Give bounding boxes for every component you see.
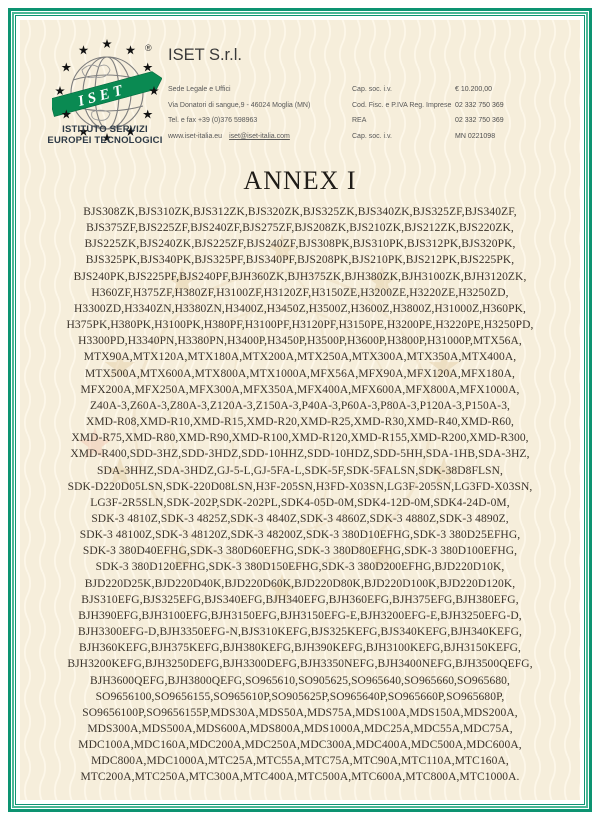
annex-line: BJS310EFG,BJS325EFG,BJS340EFG,BJH340EFG,BJH360EFG,BJH375EFG,BJH380EFG, [81, 593, 519, 606]
email-link[interactable]: iset@iset-italia.com [229, 132, 290, 140]
annex-line: H3300PD,H3340PN,H3380PN,H3400P,H3450P,H3500P,H3600P,H3800P,H31000P,MTX56A, [78, 335, 522, 348]
annex-code-list [56, 204, 544, 786]
svg-text:ISET: ISET [76, 81, 129, 110]
annex-line: MDC100A,MDC160A,MDC200A,MDC250A,MDC300A,MDC400A,MDC500A,MDC600A, [78, 739, 522, 752]
iset-banner [52, 70, 162, 117]
annex-line: MFX200A,MFX250A,MFX300A,MFX350A,MFX400A,MFX600A,MFX800A,MFX1000A, [80, 383, 520, 396]
registry-row [352, 129, 557, 145]
org-name-line1: ISTITUTO SERVIZI [62, 124, 148, 135]
company-contact [168, 82, 354, 144]
annex-line: XMD-R400,SDD-3HZ,SDD-3HDZ,SDD-10HHZ,SDD-10HDZ,SDD-5HH,SDA-1HB,SDA-3HZ, [70, 448, 530, 461]
annex-line: BJH3600QEFG,BJH3800QEFG,SO965610,SO905625,SO965640,SO965660,SO965680, [90, 674, 510, 687]
annex-line: LG3F-2R5SLN,SDK-202P,SDK-202PL,SDK4-05D-0M,SDK4-12D-0M,SDK4-24D-0M, [90, 496, 510, 509]
annex-title: ANNEX I [243, 166, 357, 195]
address-line: Via Donatori di sangue,9 - 46024 Moglia (MN) [168, 101, 311, 109]
annex-line: BJS375ZF,BJS225ZF,BJS240ZF,BJS275ZF,BJS208ZK,BJS210ZK,BJS212ZK,BJS220ZK, [86, 222, 514, 235]
registry-label: REA [352, 117, 367, 124]
annex-line: SDK-3 48100Z,SDK-3 48120Z,SDK-3 48200Z,SDK-3 380D10EFHG,SDK-3 380D25EFHG, [79, 529, 521, 542]
website-text: www.iset-italia.eu [168, 132, 223, 140]
registry-value: 02 332 750 369 [455, 101, 504, 109]
annex-line: MTX90A,MTX120A,MTX180A,MTX200A,MTX250A,MTX300A,MTX350A,MTX400A, [83, 351, 517, 364]
registry-value: 02 332 750 369 [455, 117, 504, 124]
annex-line: SO9656100P,SO9656155P,MDS30A,MDS50A,MDS75A,MDS100A,MDS150A,MDS200A, [82, 706, 518, 719]
annex-line: BJH3200KEFG,BJH3250DEFG,BJH3300DEFG,BJH3350NEFG,BJH3400NEFG,BJH3500QEFG, [67, 658, 533, 671]
registry-row [352, 82, 557, 98]
annex-line: SDA-3HHZ,SDA-3HDZ,GJ-5-L,GJ-5FA-L,SDK-5F,SDK-5FALSN,SDK-38D8FLSN, [96, 464, 504, 477]
annex-line: MTX500A,MTX600A,MTX800A,MTX1000A,MFX56A,MFX90A,MFX120A,MFX180A, [85, 367, 515, 380]
annex-line: SO9656100,SO9656155,SO965610P,SO905625P,SO965640P,SO965660P,SO965680P, [95, 690, 505, 703]
registry-label: Cod. Fisc. e P.IVA Reg. Imprese [352, 101, 452, 109]
annex-line: BJS325PK,BJS340PK,BJS325PF,BJS340PF,BJS208PK,BJS210PK,BJS212PK,BJS225PK, [85, 254, 515, 267]
registry-row [352, 113, 557, 129]
registry-value: € 10.200,00 [455, 86, 492, 93]
annex-line: SDK-D220D05LSN,SDK-220D08LSN,H3F-205SN,H3FD-X03SN,LG3F-205SN,LG3FD-X03SN, [67, 480, 533, 493]
web-contact-line [168, 129, 354, 145]
annex-line: XMD-R08,XMD-R10,XMD-R15,XMD-R20,XMD-R25,XMD-R30,XMD-R40,XMD-R60, [85, 416, 515, 429]
annex-line: BJS240PK,BJS225PF,BJS240PF,BJH360ZK,BJH375ZK,BJH380ZK,BJH3100ZK,BJH3120ZK, [73, 270, 527, 283]
registry-label: Cap. soc. i.v. [352, 86, 392, 93]
annex-line: BJS308ZK,BJS310ZK,BJS312ZK,BJS320ZK,BJS325ZK,BJS340ZK,BJS325ZF,BJS340ZF, [83, 206, 517, 218]
company-name: ISET S.r.l. [168, 46, 242, 64]
annex-line: BJH390EFG,BJH3100EFG,BJH3150EFG,BJH3150EFG-E,BJH3200EFG-E,BJH3250EFG-D, [78, 609, 522, 622]
annex-line: BJD220D25K,BJD220D40K,BJD220D60K,BJD220D80K,BJD220D100K,BJD220D120K, [84, 577, 516, 590]
org-name-line2: EUROPEI TECNOLOGICI [47, 135, 163, 146]
annex-line: MTC200A,MTC250A,MTC300A,MTC400A,MTC500A,MTC600A,MTC800A,MTC1000A. [80, 771, 520, 784]
annex-line: SDK-3 380D120EFHG,SDK-3 380D150EFHG,SDK-3 380D200EFHG,BJD220D10K, [95, 561, 505, 574]
org-name [25, 124, 185, 146]
address-line: Sede Legale e Uffici [168, 86, 231, 93]
annex-line: H3300ZD,H3340ZN,H3380ZN,H3400Z,H3450Z,H3500Z,H3600Z,H3800Z,H31000Z,H360PK, [73, 302, 527, 315]
annex-line: BJS225ZK,BJS240ZK,BJS225ZF,BJS240ZF,BJS308PK,BJS310PK,BJS312PK,BJS320PK, [84, 238, 516, 251]
annex-line: BJH3300EFG-D,BJH3350EFG-N,BJS310KEFG,BJS325KEFG,BJS340KEFG,BJH340KEFG, [77, 626, 523, 639]
annex-line: H360ZF,H375ZF,H380ZF,H3100ZF,H3120ZF,H3150ZE,H3200ZE,H3220ZE,H3250ZD, [91, 286, 509, 299]
annex-line: MDS300A,MDS500A,MDS600A,MDS800A,MDS1000A,MDC25A,MDC55A,MDC75A, [87, 723, 513, 735]
annex-line: MDC800A,MDC1000A,MTC25A,MTC55A,MTC75A,MTC90A,MTC110A,MTC160A, [91, 755, 509, 768]
annex-line: SDK-3 380D40EFHG,SDK-3 380D60EFHG,SDK-3 380D80EFHG,SDK-3 380D100EFHG, [82, 545, 518, 558]
company-registry [352, 82, 557, 144]
annex-line: Z40A-3,Z60A-3,Z80A-3,Z120A-3,Z150A-3,P40A-3,P60A-3,P80A-3,P120A-3,P150A-3, [89, 399, 511, 412]
registry-label: Cap. soc. i.v. [352, 132, 392, 140]
annex-line: SDK-3 4810Z,SDK-3 4825Z,SDK-3 4840Z,SDK-3 4860Z,SDK-3 4880Z,SDK-3 4890Z, [91, 512, 509, 525]
annex-line: XMD-R75,XMD-R80,XMD-R90,XMD-R100,XMD-R120,XMD-R155,XMD-R200,XMD-R300, [71, 432, 529, 445]
annex-line: BJH360KEFG,BJH375KEFG,BJH380KEFG,BJH390KEFG,BJH3100KEFG,BJH3150KEFG, [79, 642, 521, 655]
address-line: Tel. e fax +39 (0)376 598963 [168, 117, 258, 124]
annex-line: H375PK,H380PK,H3100PK,H380PF,H3100PF,H3120PF,H3150PE,H3200PE,H3220PE,H3250PD, [66, 319, 534, 332]
registry-value: MN 0221098 [455, 132, 496, 140]
certificate-paper [20, 20, 580, 800]
registry-row [352, 98, 557, 114]
registered-mark: ® [145, 43, 152, 53]
